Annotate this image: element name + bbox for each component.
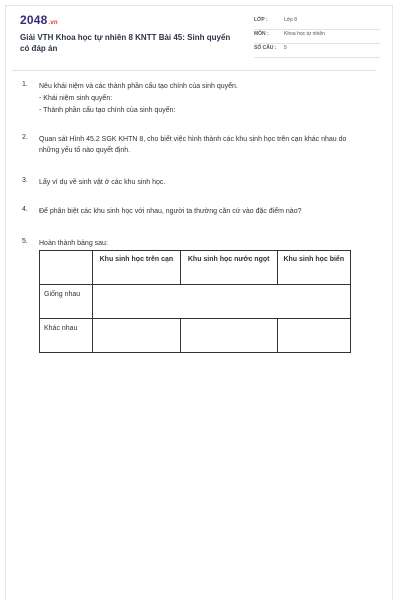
meta-grade-value: Lớp 8	[284, 17, 298, 23]
table-cell[interactable]	[277, 319, 350, 353]
table-header-row	[40, 251, 351, 285]
meta-count-value: 5	[284, 45, 287, 51]
question-number: 1.	[22, 81, 28, 88]
table-row	[40, 285, 351, 319]
table-header-cell: Khu sinh học nước ngọt	[180, 251, 277, 285]
meta-grade-label: LỚP :	[254, 17, 268, 23]
table-row	[40, 319, 351, 353]
question-number: 5.	[22, 238, 28, 245]
table-cell-merged[interactable]	[93, 285, 351, 319]
question-text: Để phân biệt các khu sinh học với nhau, người ta thường căn cứ vào đặc điểm nào?	[39, 208, 302, 215]
question-subitem: - Khái niệm sinh quyển:	[39, 95, 113, 102]
question-text: Lấy ví dụ về sinh vật ở các khu sinh học.	[39, 179, 166, 186]
header-divider	[12, 70, 376, 71]
table-header-cell: Khu sinh học trên cạn	[93, 251, 181, 285]
question-number: 4.	[22, 206, 28, 213]
site-logo[interactable]: 2048.vn	[20, 13, 58, 27]
question-text: Nêu khái niệm và các thành phần cấu tạo chính của sinh quyển.	[39, 83, 238, 90]
question-subitem: - Thành phần cấu tạo chính của sinh quyển:	[39, 107, 176, 114]
table-row-label: Giống nhau	[40, 285, 93, 319]
question-number: 2.	[22, 134, 28, 141]
question-number: 3.	[22, 177, 28, 184]
meta-subject-label: MÔN :	[254, 31, 269, 37]
table-row-label: Khác nhau	[40, 319, 93, 353]
table-cell[interactable]	[93, 319, 181, 353]
question-text: Hoàn thành bảng sau:	[39, 240, 108, 247]
table-cell[interactable]	[180, 319, 277, 353]
meta-subject-row	[254, 30, 380, 44]
page-title: Giải VTH Khoa học tự nhiên 8 KNTT Bài 45: Sinh quyển có đáp án	[20, 33, 231, 53]
meta-count-label: SỐ CÂU :	[254, 45, 277, 51]
table-header-cell: Khu sinh học biển	[277, 251, 350, 285]
question-text: Quan sát Hình 45.2 SGK KHTN 8, cho biết việc hình thành các khu sinh học trên cạn khác nhau do những yếu tố nào quyết định.	[39, 136, 347, 154]
meta-count-row	[254, 44, 380, 58]
comparison-table	[39, 250, 351, 353]
table-header-cell	[40, 251, 93, 285]
meta-subject-value: Khoa học tự nhiên	[284, 31, 325, 37]
meta-grade-row	[254, 16, 380, 30]
